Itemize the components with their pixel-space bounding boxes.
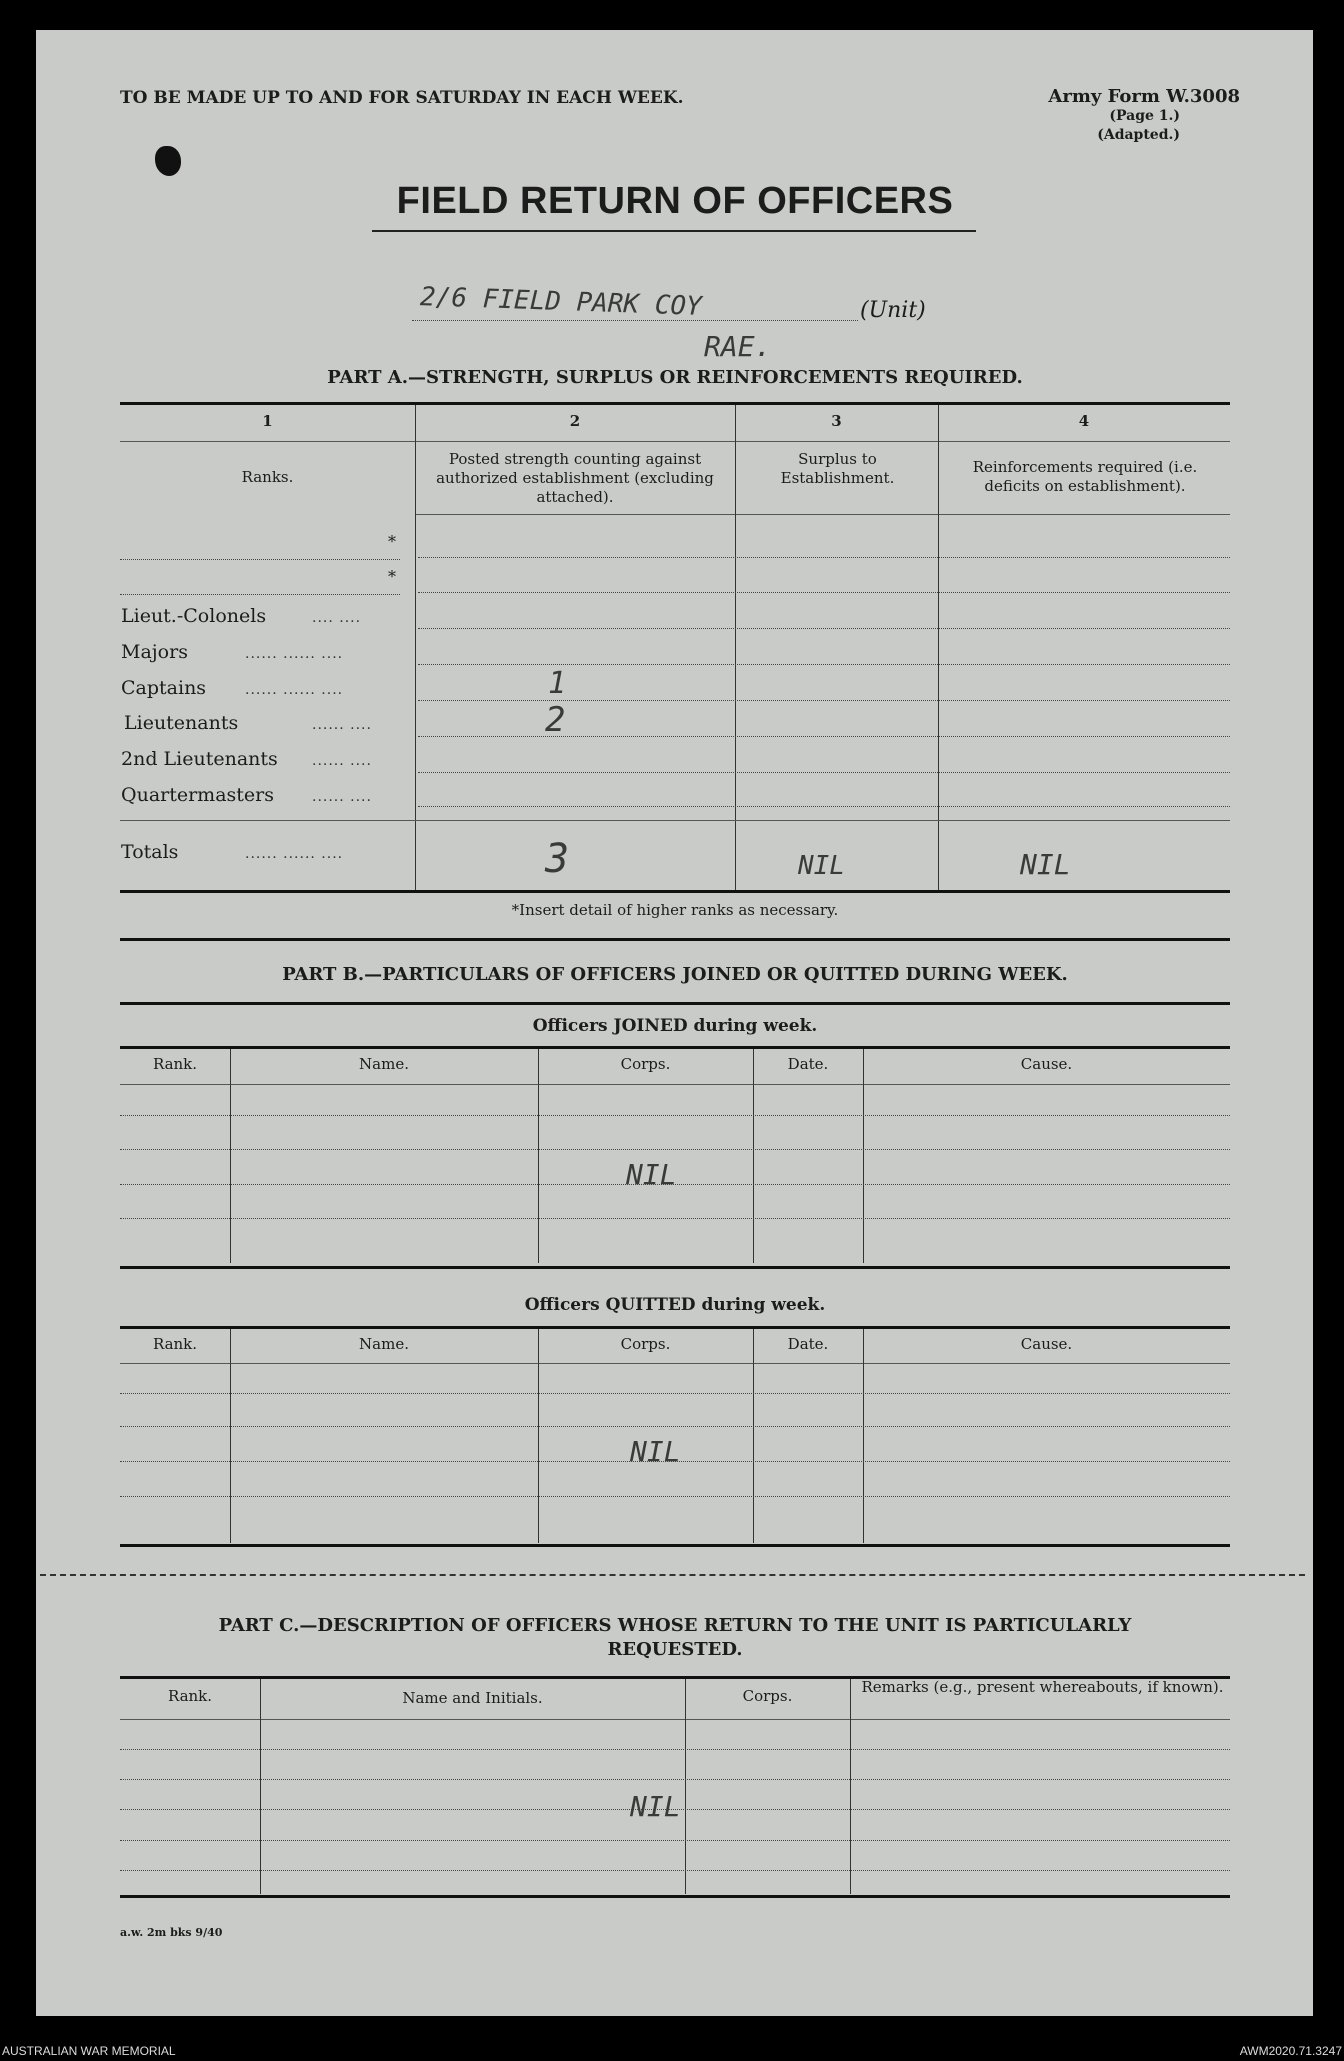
totals-reinforcements-value: NIL bbox=[1020, 848, 1071, 881]
col-header-ranks: Ranks. bbox=[241, 468, 294, 486]
col-header-rule bbox=[415, 514, 1230, 515]
totals-surplus-value: NIL bbox=[798, 851, 845, 881]
quitted-row-line bbox=[120, 1393, 1230, 1394]
part-a-col-divider-3 bbox=[938, 405, 939, 890]
part-c-row-line bbox=[120, 1870, 1230, 1871]
part-a-footnote: *Insert detail of higher ranks as necessary. bbox=[511, 901, 839, 919]
part-c-col-rank: Rank. bbox=[167, 1687, 213, 1705]
joined-col-cause: Cause. bbox=[1020, 1055, 1073, 1073]
quitted-col-divider bbox=[753, 1329, 754, 1543]
joined-title: Officers JOINED during week. bbox=[532, 1016, 818, 1036]
joined-nil-entry: NIL bbox=[626, 1158, 677, 1191]
rank-label-lieut-colonels: Lieut.-Colonels bbox=[121, 605, 267, 627]
joined-row-line bbox=[120, 1149, 1230, 1150]
part-c-col-divider bbox=[685, 1679, 686, 1894]
print-code: a.w. 2m bks 9/40 bbox=[120, 1926, 223, 1939]
tear-off-line bbox=[40, 1574, 1305, 1576]
asterisk-dotline-1 bbox=[120, 559, 400, 560]
joined-header-rule bbox=[120, 1084, 1230, 1085]
rank-label-quartermasters: Quartermasters bbox=[121, 784, 274, 806]
part-c-row-line bbox=[120, 1779, 1230, 1780]
unit-label: (Unit) bbox=[860, 298, 926, 323]
rank-leader-dots: ...... .... bbox=[312, 789, 372, 805]
joined-col-divider bbox=[538, 1049, 539, 1263]
joined-col-name: Name. bbox=[359, 1055, 409, 1073]
form-page: (Page 1.) bbox=[1109, 108, 1180, 124]
rank-leader-dots: ...... .... bbox=[312, 717, 372, 733]
row-line bbox=[418, 557, 1230, 558]
row-line bbox=[418, 700, 1230, 701]
quitted-col-rank: Rank. bbox=[152, 1335, 198, 1353]
row-line bbox=[418, 592, 1230, 593]
page-title: FIELD RETURN OF OFFICERS bbox=[396, 180, 954, 222]
row-line bbox=[418, 736, 1230, 737]
col-number-4: 4 bbox=[1078, 412, 1090, 430]
rank-leader-dots: ...... .... bbox=[312, 753, 372, 769]
part-c-row-line bbox=[120, 1749, 1230, 1750]
quitted-col-date: Date. bbox=[787, 1335, 829, 1353]
quitted-col-name: Name. bbox=[359, 1335, 409, 1353]
part-c-col-divider bbox=[850, 1679, 851, 1894]
col-header-surplus: Surplus to Establishment. bbox=[780, 450, 895, 487]
row-line bbox=[418, 806, 1230, 807]
row-line bbox=[418, 772, 1230, 773]
rank-leader-dots: ...... ...... .... bbox=[245, 682, 344, 698]
rank-leader-dots: ...... ...... .... bbox=[245, 646, 344, 662]
rank-leader-dots: .... .... bbox=[312, 610, 362, 626]
quitted-top-rule bbox=[120, 1326, 1230, 1329]
joined-bottom-rule bbox=[120, 1266, 1230, 1269]
col-number-2: 2 bbox=[569, 412, 581, 430]
asterisk-dotline-2 bbox=[120, 594, 400, 595]
unit-dotted-line bbox=[412, 320, 858, 321]
footer-right: AWM2020.71.3247 bbox=[1239, 2044, 1342, 2058]
col-header-reinforcements: Reinforcements required (i.e. deficits on establishment). bbox=[972, 458, 1198, 495]
totals-top-rule bbox=[120, 820, 1230, 821]
joined-row-line bbox=[120, 1218, 1230, 1219]
instruction-text: TO BE MADE UP TO AND FOR SATURDAY IN EACH WEEK. bbox=[120, 88, 684, 108]
asterisk-row-1: * bbox=[388, 532, 396, 551]
quitted-title: Officers QUITTED during week. bbox=[524, 1295, 826, 1315]
part-a-heading: PART A.—STRENGTH, SURPLUS OR REINFORCEMENTS REQUIRED. bbox=[327, 367, 1023, 388]
part-c-nil-entry: NIL bbox=[630, 1790, 681, 1823]
joined-row-line bbox=[120, 1115, 1230, 1116]
rank-leader-dots: ...... ...... .... bbox=[245, 846, 344, 862]
lieutenants-posted-value: 2 bbox=[545, 700, 566, 740]
form-adapted: (Adapted.) bbox=[1097, 127, 1180, 143]
quitted-bottom-rule bbox=[120, 1544, 1230, 1547]
quitted-col-divider bbox=[538, 1329, 539, 1543]
quitted-col-divider bbox=[230, 1329, 231, 1543]
rank-label-2nd-lieutenants: 2nd Lieutenants bbox=[121, 748, 278, 770]
rank-label-majors: Majors bbox=[121, 641, 188, 663]
part-c-header-rule bbox=[120, 1719, 1230, 1720]
captains-posted-value: 1 bbox=[548, 666, 567, 701]
unit-handwritten: 2/6 FIELD PARK COY bbox=[419, 282, 703, 322]
quitted-nil-entry: NIL bbox=[630, 1435, 681, 1468]
unit-handwritten-2: RAE. bbox=[704, 330, 772, 363]
col-number-3: 3 bbox=[831, 412, 842, 430]
joined-col-corps: Corps. bbox=[620, 1055, 671, 1073]
row-line bbox=[418, 628, 1230, 629]
part-c-heading: PART C.—DESCRIPTION OF OFFICERS WHOSE RETURN TO THE UNIT IS PARTICULARLY REQUESTED. bbox=[218, 1615, 1132, 1660]
part-b-top-rule bbox=[120, 1002, 1230, 1005]
quitted-row-line bbox=[120, 1496, 1230, 1497]
joined-top-rule bbox=[120, 1046, 1230, 1049]
quitted-header-rule bbox=[120, 1363, 1230, 1364]
part-b-heading: PART B.—PARTICULARS OF OFFICERS JOINED OR QUITTED DURING WEEK. bbox=[282, 964, 1068, 985]
rank-label-lieutenants: Lieutenants bbox=[124, 712, 239, 734]
joined-col-rank: Rank. bbox=[152, 1055, 198, 1073]
punch-hole bbox=[155, 146, 181, 176]
row-line bbox=[418, 664, 1230, 665]
title-underline bbox=[372, 230, 976, 232]
form-number: Army Form W.3008 bbox=[1048, 86, 1240, 107]
part-a-top-rule bbox=[120, 402, 1230, 405]
quitted-col-cause: Cause. bbox=[1020, 1335, 1073, 1353]
col-header-posted: Posted strength counting against authorized establishment (excluding attached). bbox=[436, 450, 714, 506]
footer-left: AUSTRALIAN WAR MEMORIAL bbox=[2, 2044, 176, 2058]
part-c-row-line bbox=[120, 1840, 1230, 1841]
quitted-col-corps: Corps. bbox=[620, 1335, 671, 1353]
part-a-bottom-rule bbox=[120, 890, 1230, 893]
joined-col-divider bbox=[863, 1049, 864, 1263]
part-c-col-name: Name and Initials. bbox=[402, 1689, 543, 1707]
col-number-rule bbox=[120, 441, 1230, 442]
part-c-col-corps: Corps. bbox=[742, 1687, 793, 1705]
part-a-col-divider-2 bbox=[735, 405, 736, 890]
part-c-col-remarks: Remarks (e.g., present whereabouts, if known). bbox=[861, 1678, 1224, 1696]
quitted-row-line bbox=[120, 1426, 1230, 1427]
joined-col-divider bbox=[753, 1049, 754, 1263]
col-number-1: 1 bbox=[262, 412, 273, 430]
joined-col-divider bbox=[230, 1049, 231, 1263]
part-c-col-divider bbox=[260, 1679, 261, 1894]
quitted-col-divider bbox=[863, 1329, 864, 1543]
part-c-bottom-rule bbox=[120, 1895, 1230, 1898]
rank-label-captains: Captains bbox=[121, 677, 207, 699]
part-a-footnote-rule bbox=[120, 938, 1230, 941]
asterisk-row-2: * bbox=[388, 567, 396, 586]
part-a-col-divider-1 bbox=[415, 405, 416, 890]
joined-col-date: Date. bbox=[787, 1055, 829, 1073]
totals-posted-value: 3 bbox=[545, 836, 570, 882]
totals-label: Totals bbox=[121, 841, 179, 863]
